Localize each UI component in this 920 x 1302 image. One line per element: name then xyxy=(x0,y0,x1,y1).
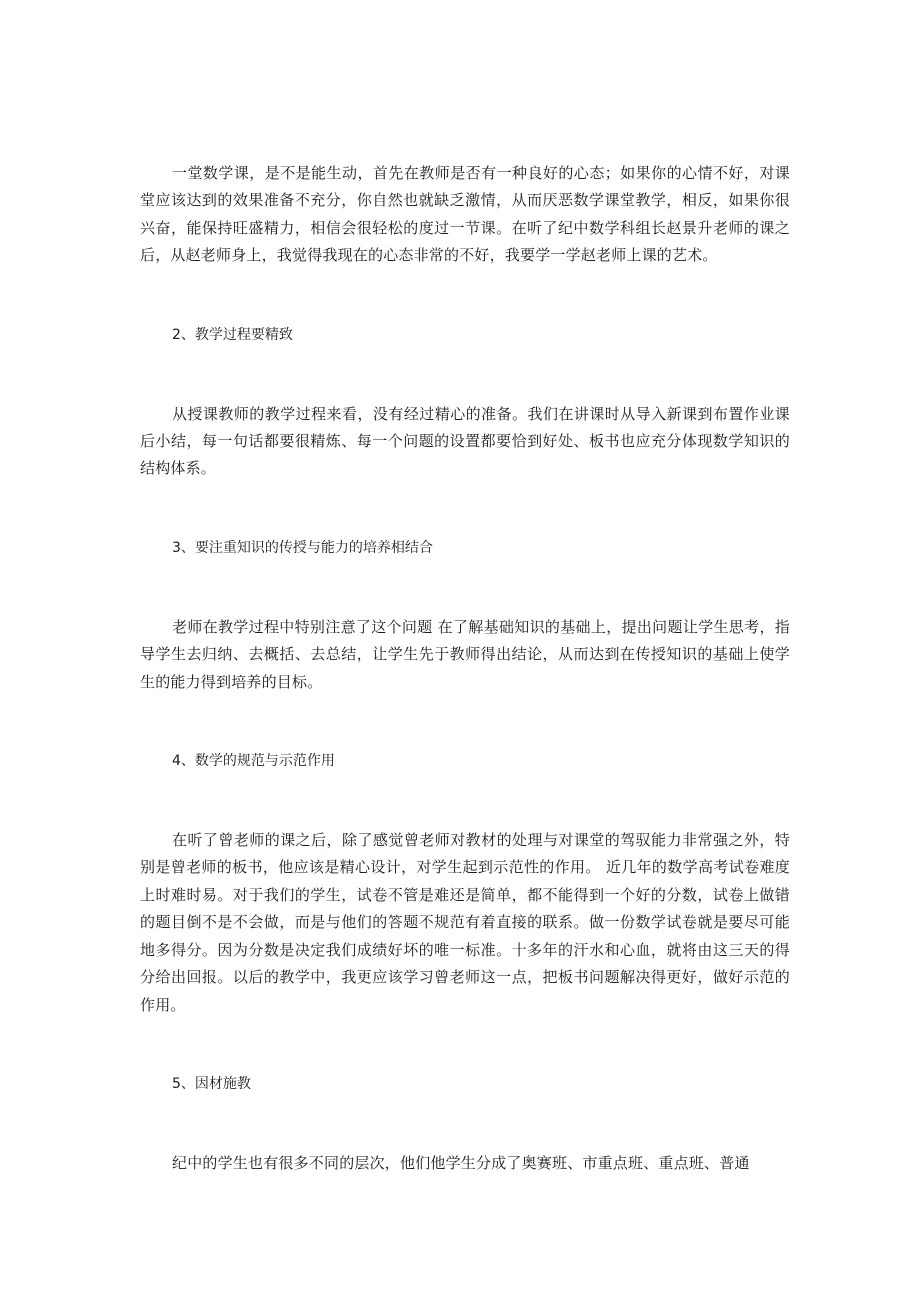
paragraph-teaching-process: 从授课教师的教学过程来看，没有经过精心的准备。我们在讲课时从导入新课到布置作业课后小结，每一句话都要很精炼、每一个问题的设置都要恰到好处、板书也应充分体现数学知识的结构体系。 xyxy=(140,404,790,478)
paragraph-individualized-teaching: 纪中的学生也有很多不同的层次，他们他学生分成了奥赛班、市重点班、重点班、普通 xyxy=(172,1153,750,1172)
document-page xyxy=(140,160,790,1177)
paragraph-teacher-mindset: 一堂数学课，是不是能生动，首先在教师是否有一种良好的心态；如果你的心情不好，对课堂应该达到的效果准备不充分，你自然也就缺乏激情，从而厌恶数学课堂教学，相反，如果你很兴奋，能保持旺盛精力，相信会很轻松的度过一节课。在听了纪中数学科组长赵景升老师的课之后，从赵老师身上，我觉得我现在的心态非常的不好，我要学一学赵老师上课的艺术。 xyxy=(140,164,790,265)
heading-teaching-process: 2、教学过程要精致 xyxy=(172,326,293,343)
heading-individualized-teaching: 5、因材施教 xyxy=(172,1075,251,1092)
heading-norms-and-demonstration: 4、数学的规范与示范作用 xyxy=(172,753,335,770)
paragraph-norms-and-demonstration: 在听了曾老师的课之后，除了感觉曾老师对教材的处理与对课堂的驾驭能力非常强之外，特别是曾老师的板书，他应该是精心设计，对学生起到示范性的作用。 近几年的数学高考试卷难度上时难时易。对于我们的学生，试卷不管是难还是简单，都不能得到一个好的分数，试卷上做错的题目倒不是不会做，而是与他们的答题不规范有着直接的联系。做一份数学试卷就是要尽可能地多得分。因为分数是决定我们成绩好坏的唯一标准。十多年的汗水和心血，就将由这三天的得分给出回报。以后的教学中，我更应该学习曾老师这一点，把板书问题解决得更好，做好示范的作用。 xyxy=(140,831,790,1014)
paragraph-knowledge-and-ability: 老师在教学过程中特别注意了这个问题 在了解基础知识的基础上，提出问题让学生思考，指导学生去归纳、去概括、去总结，让学生先于教师得出结论，从而达到在传授知识的基础上使学生的能力得到培养的目标。 xyxy=(140,617,790,691)
heading-knowledge-and-ability: 3、要注重知识的传授与能力的培养相结合 xyxy=(172,539,433,556)
